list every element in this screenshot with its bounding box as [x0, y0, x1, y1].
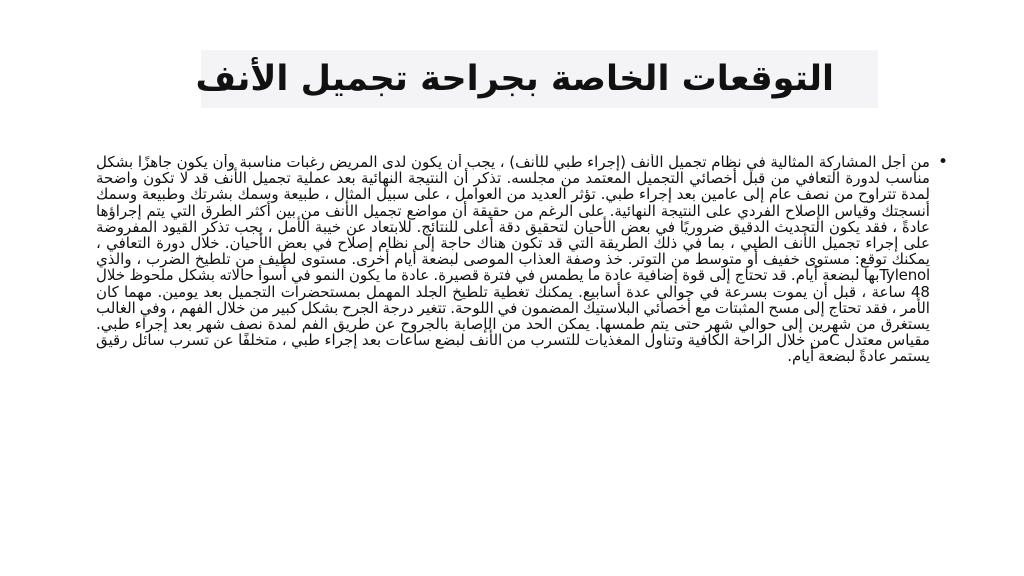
slide-title: التوقعات الخاصة بجراحة تجميل الأنف [195, 59, 834, 99]
bullet-icon: • [937, 154, 948, 172]
title-box [195, 50, 878, 108]
bullet-text: من أجل المشاركة المثالية في نظام تجميل الأنف (إجراء طبي للأنف) ، يجب أن يكون لدى المريض رغبات مناسبة وأن يكون جاهزًا بشكل مناسب لدورة التعافي من قبل أخصائي التجميل المعتمد من مجلسه. تذكر أن النتيجة النهائية بعد عملية تجميل الأنف قد لا تكون واضحة لمدة تتراوح من نصف عام إلى عامين بعد إجراء طبي. تؤثر العديد من العوامل ، على سبيل المثال ، طبيعة وسمك بشرتك وطبيعة وسمك أنسجتك وقياس الإصلاح الفردي على النتيجة النهائية. على الرغم من حقيقة أن مواضع تجميل الأنف من بين أكثر الطرق التي يتم إجراؤها عادةً ، فقد يكون التحديث الدقيق ضروريًا في بعض الأحيان لتحقيق دقة أعلى للنتائج. للابتعاد عن خيبة الأمل ، يجب تذكر القيود المفروضة على إجراء تجميل الأنف الطبي ، بما في ذلك الطريقة التي قد تكون هناك حاجة إلى نظام إصلاح في بعض الأحيان. خلال دورة التعافي ، يمكنك توقع: مستوى خفيف أو متوسط من التوتر. خذ وصفة العذاب الموصى لبضعة أيام أخرى. مستوى لطيف من تلطيخ الضرب ، والذي Tylenolبها لبضعة أيام. قد تحتاج إلى قوة إضافية عادة ما يطمس في فترة قصيرة. عادة ما يكون النمو في أسوأ حالاته بشكل ملحوظ خلال 48 ساعة ، قبل أن يموت بسرعة في حوالي عدة أسابيع. يمكنك تغطية تلطيخ الجلد المهمل بمستحضرات التجميل بعد يومين. مهما كان الأمر ، فقد تحتاج إلى مسح المثبتات مع أخصائي البلاستيك المضمون في اللوحة. تتغير درجة الجرح بشكل كبير من خلال الفهم ، وفي الغالب يستغرق من شهرين إلى حوالي شهر حتى يتم طمسها. يمكن الحد من الإصابة بالجروح عن طريق الفم لمدة نصف شهر بعد إجراء طبي. مقياس معتدل Cمن خلال الراحة الكافية وتناول المغذيات للتسرب من الأنف لبضع ساعات بعد إجراء طبي ، متخلفًا عن تسرب سائل رقيق يستمر عادةً لبضعة أيام. [96, 154, 930, 366]
slide-body [96, 154, 948, 454]
bullet-item [96, 154, 948, 365]
